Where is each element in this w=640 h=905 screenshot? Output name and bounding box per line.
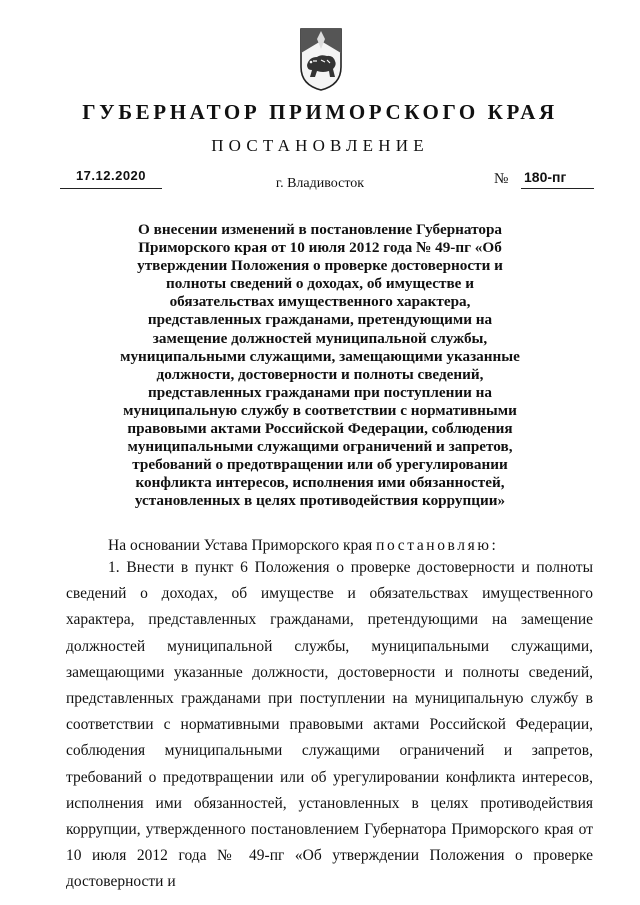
document-date: 17.12.2020 xyxy=(75,168,147,183)
organization-heading: ГУБЕРНАТОР ПРИМОРСКОГО КРАЯ xyxy=(82,100,558,124)
number-underline xyxy=(521,188,594,189)
basis-text: На основании Устава Приморского края xyxy=(108,537,377,554)
document-city: г. Владивосток xyxy=(275,176,365,191)
document-type: ПОСТАНОВЛЕНИЕ xyxy=(211,136,429,155)
document-number: 180-пг xyxy=(524,169,567,185)
document-title: О внесении изменений в постановление Губернатора Приморского края от 10 июля 2012 года № 49-пг «Об утверждении Положения о проверке достоверности и полноты сведений о доходах, об имуществе и обязательствах имущественного характера, представленных гражданами, претендующими на замещение должностей муниципальной службы, муниципальными служащими, замещающими указанные должности, достоверности и полноты сведений, представленных гражданами при поступлении на муниципальную службу в соответствии с нормативными правовыми актами Российской Федерации, соблюдения муниципальными служащими ограничений и запретов, требований о предотвращении или об урегулировании конфликта интересов, исполнения ими обязанностей, установленных в целях противодействия коррупции» xyxy=(120,221,520,510)
paragraph-1: 1. Внести в пункт 6 Положения о проверке достоверности и полноты сведений о доходах, об имуществе и обязательствах имущественного характера, представленных гражданами, претендующими на замещение должностей муниципальной службы, муниципальными служащими, замещающими указанные должности, достоверности и полноты сведений, представленных гражданами при поступлении на муниципальную службу в соответствии с нормативными правовыми актами Российской Федерации, соблюдения муниципальными служащими ограничений и запретов, требований о предотвращении или об урегулировании конфликта интересов, исполнения ими обязанностей, установленных в целях противодействия коррупции, утвержденного постановлением Губернатора Приморского края от 10 июля 2012 года № 49-пг «Об утверждении Положения о проверке достоверности и xyxy=(66,559,593,891)
basis-line xyxy=(108,537,498,555)
coat-of-arms-icon xyxy=(299,27,343,91)
number-sign: № xyxy=(494,171,509,187)
basis-action-word: постановляю: xyxy=(376,537,499,554)
